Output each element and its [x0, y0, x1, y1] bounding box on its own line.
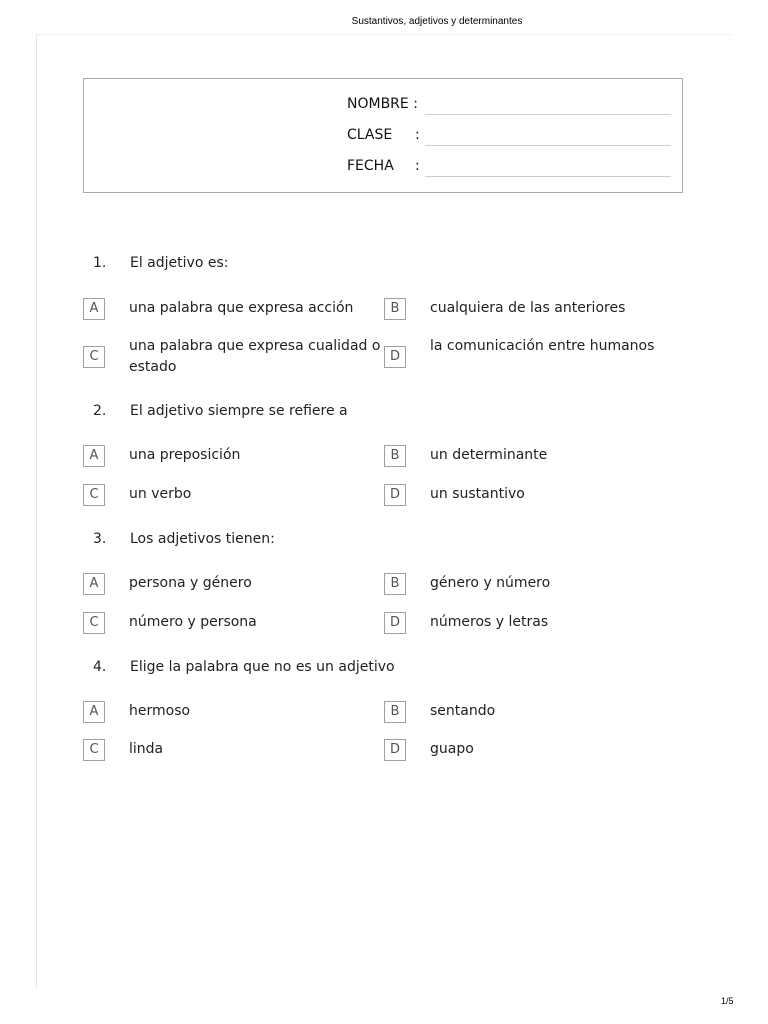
option-text: linda — [129, 741, 164, 757]
option-letter-box[interactable]: D — [384, 739, 406, 761]
question-number: 4. — [93, 659, 107, 675]
option-text: persona y género — [129, 575, 252, 591]
question-number: 2. — [93, 403, 107, 419]
option-letter-box[interactable]: C — [83, 346, 105, 368]
option-letter-box[interactable]: D — [384, 346, 406, 368]
option-letter-box[interactable]: C — [83, 612, 105, 634]
question-text: El adjetivo es: — [130, 255, 229, 271]
nombre-field[interactable] — [425, 114, 671, 115]
question-number: 3. — [93, 531, 107, 547]
question-text: El adjetivo siempre se refiere a — [130, 403, 348, 419]
clase-colon: : — [415, 127, 420, 143]
option-letter-box[interactable]: C — [83, 484, 105, 506]
question-text: Los adjetivos tienen: — [130, 531, 275, 547]
option-letter-box[interactable]: B — [384, 573, 406, 595]
option-letter-box[interactable]: B — [384, 298, 406, 320]
option-text: un sustantivo — [430, 486, 525, 502]
option-text: una preposición — [129, 447, 241, 463]
option-text: guapo — [430, 741, 474, 757]
option-letter-box[interactable]: D — [384, 484, 406, 506]
student-info-box — [83, 78, 683, 193]
question-text: Elige la palabra que no es un adjetivo — [130, 659, 395, 675]
option-letter-box[interactable]: A — [83, 445, 105, 467]
option-letter-box[interactable]: C — [83, 739, 105, 761]
fecha-colon: : — [415, 158, 420, 174]
document-title: Sustantivos, adjetivos y determinantes — [351, 16, 523, 27]
nombre-label: NOMBRE : — [347, 96, 418, 112]
clase-label: CLASE — [347, 127, 393, 143]
fecha-label: FECHA — [347, 158, 394, 174]
option-text: hermoso — [129, 703, 191, 719]
option-text: número y persona — [129, 614, 257, 630]
option-text: una palabra que expresa acción — [129, 300, 354, 316]
page-number: 1/5 — [721, 996, 734, 1006]
option-text: la comunicación entre humanos — [430, 338, 655, 354]
option-letter-box[interactable]: A — [83, 701, 105, 723]
option-text: sentando — [430, 703, 496, 719]
option-letter-box[interactable]: B — [384, 701, 406, 723]
question-number: 1. — [93, 255, 107, 271]
option-letter-box[interactable]: A — [83, 573, 105, 595]
option-text: cualquiera de las anteriores — [430, 300, 626, 316]
option-letter-box[interactable]: B — [384, 445, 406, 467]
option-text: género y número — [430, 575, 551, 591]
option-letter-box[interactable]: A — [83, 298, 105, 320]
clase-field[interactable] — [425, 145, 671, 146]
option-letter-box[interactable]: D — [384, 612, 406, 634]
option-text: números y letras — [430, 614, 549, 630]
option-text: un verbo — [129, 486, 192, 502]
fecha-field[interactable] — [425, 176, 671, 177]
option-text: un determinante — [430, 447, 548, 463]
option-text: una palabra que expresa cualidad o estado — [129, 338, 381, 375]
